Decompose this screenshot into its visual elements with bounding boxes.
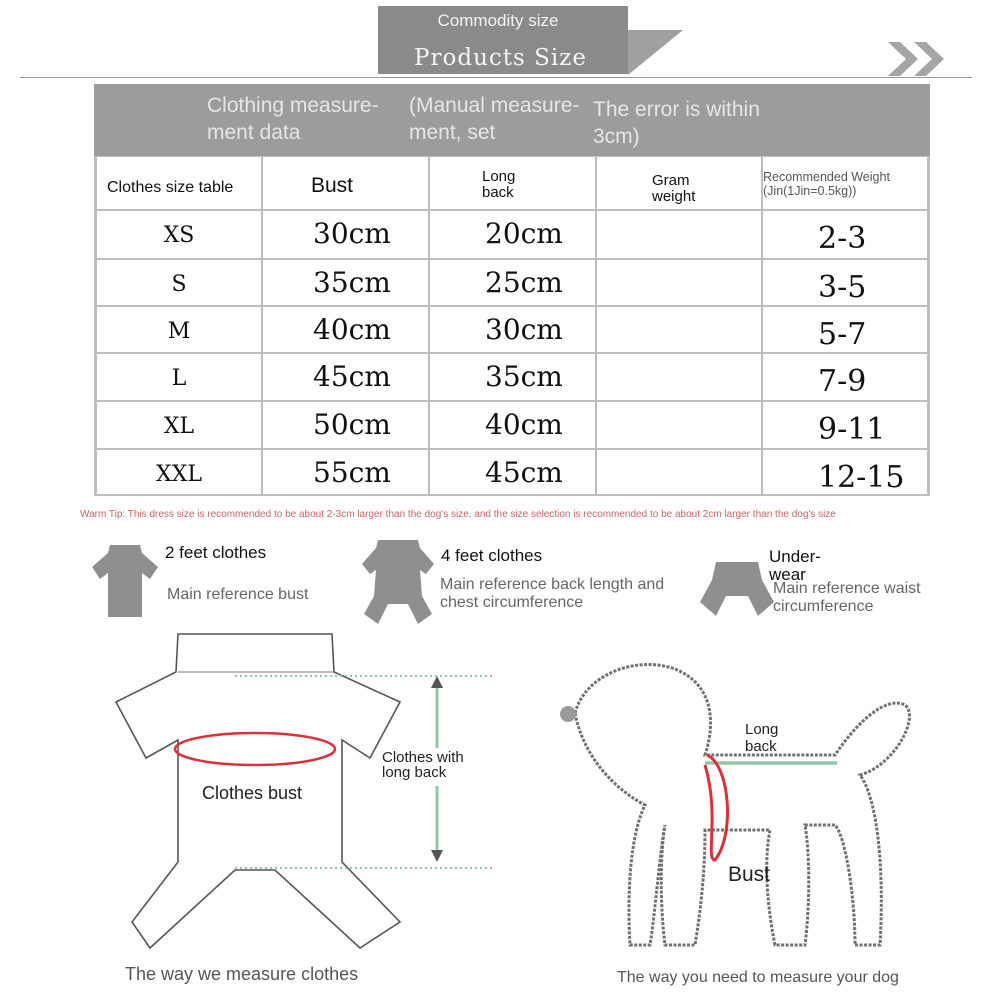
column-header-recommended-weight: Recommended Weight (Jin(1Jin=0.5kg)) — [763, 170, 890, 198]
cell-long-back: 25cm — [485, 266, 563, 299]
cell-bust: 30cm — [313, 217, 391, 250]
cell-bust: 35cm — [313, 266, 391, 299]
table-cell — [763, 402, 927, 448]
cell-bust: 55cm — [313, 456, 391, 489]
cell-recommended-weight: 2-3 — [818, 221, 867, 256]
underwear-icon — [700, 562, 774, 616]
type-2-desc: Main reference back length and chest circumference — [440, 576, 665, 611]
table-cell — [263, 402, 428, 448]
table-cell — [430, 307, 595, 352]
table-cell — [597, 307, 761, 352]
dog-back-label: Long back — [745, 721, 779, 755]
cell-recommended-weight: 12-15 — [818, 460, 905, 495]
table-cell — [597, 211, 761, 258]
table-cell — [430, 402, 595, 448]
table-cell — [597, 260, 761, 305]
type-3-desc: Main reference waist circumference — [773, 580, 921, 615]
page-title: Products Size — [414, 45, 587, 71]
table-cell — [763, 307, 927, 352]
column-header — [263, 157, 428, 209]
table-cell — [597, 450, 761, 494]
table-head-col2: (Manual measure- ment, set — [409, 94, 580, 144]
table-cell — [97, 450, 261, 494]
table-cell — [597, 402, 761, 448]
double-chevron-icon — [888, 42, 952, 76]
cell-size: L — [171, 366, 187, 391]
table-cell — [430, 211, 595, 258]
table-cell — [763, 354, 927, 400]
two-feet-shirt-icon — [90, 545, 160, 617]
four-feet-shirt-icon — [360, 540, 436, 624]
cell-bust: 40cm — [313, 313, 391, 346]
column-header-long-back: Long back — [482, 168, 516, 201]
column-header — [430, 157, 595, 209]
cell-recommended-weight: 3-5 — [818, 270, 867, 305]
cell-recommended-weight: 5-7 — [818, 317, 867, 352]
dog-caption: The way you need to measure your dog — [617, 969, 899, 986]
cell-size: XS — [163, 223, 195, 248]
table-cell — [97, 307, 261, 352]
table-cell — [763, 260, 927, 305]
table-head-col3: The error is within 3cm) — [593, 98, 760, 148]
table-cell — [263, 354, 428, 400]
table-cell — [263, 260, 428, 305]
cell-long-back: 30cm — [485, 313, 563, 346]
clothes-diagram — [110, 630, 500, 950]
dog-bust-label: Bust — [728, 863, 771, 886]
cell-long-back: 40cm — [485, 408, 563, 441]
table-cell — [430, 354, 595, 400]
table-cell — [263, 211, 428, 258]
cell-long-back: 20cm — [485, 217, 563, 250]
table-cell — [263, 307, 428, 352]
type-3-title: Under- wear — [769, 547, 821, 584]
type-1-desc: Main reference bust — [167, 586, 309, 603]
type-1-title: 2 feet clothes — [165, 543, 267, 562]
cell-long-back: 45cm — [485, 456, 563, 489]
clothes-back-label: Clothes with long back — [382, 749, 464, 781]
column-header-gram-weight: Gram weight — [652, 172, 696, 205]
cell-size: S — [171, 272, 187, 297]
table-cell — [763, 211, 927, 258]
cell-recommended-weight: 7-9 — [818, 364, 867, 399]
table-cell — [97, 402, 261, 448]
table-head-col1: Clothing measure- ment data — [207, 94, 379, 144]
table-cell — [763, 450, 927, 494]
table-cell — [97, 260, 261, 305]
table-cell — [430, 450, 595, 494]
cell-size: XL — [163, 414, 195, 439]
cell-bust: 45cm — [313, 360, 391, 393]
dog-bust-line — [705, 755, 727, 860]
cell-recommended-weight: 9-11 — [818, 412, 886, 447]
table-cell — [263, 450, 428, 494]
header-subtitle: Commodity size — [437, 11, 559, 30]
warm-tip: Warm Tip: This dress size is recommended to be about 2-3cm larger than the dog's size, and the size selection is recommended to be about 2cm larger than the dog's size — [80, 509, 836, 520]
header-divider — [20, 77, 972, 78]
cell-bust: 50cm — [313, 408, 391, 441]
cell-size: M — [167, 319, 191, 344]
column-header-bust: Bust — [311, 174, 354, 197]
column-header-size: Clothes size table — [107, 179, 234, 196]
column-header — [763, 157, 927, 209]
cell-size: XXL — [156, 462, 202, 487]
column-header — [97, 157, 261, 209]
table-cell — [597, 354, 761, 400]
type-2-title: 4 feet clothes — [441, 546, 543, 565]
table-cell — [430, 260, 595, 305]
column-header — [597, 157, 761, 209]
table-cell — [97, 354, 261, 400]
cell-long-back: 35cm — [485, 360, 563, 393]
clothes-caption: The way we measure clothes — [125, 964, 359, 984]
clothes-bust-label: Clothes bust — [202, 783, 303, 803]
dog-diagram — [555, 655, 920, 950]
table-cell — [97, 211, 261, 258]
